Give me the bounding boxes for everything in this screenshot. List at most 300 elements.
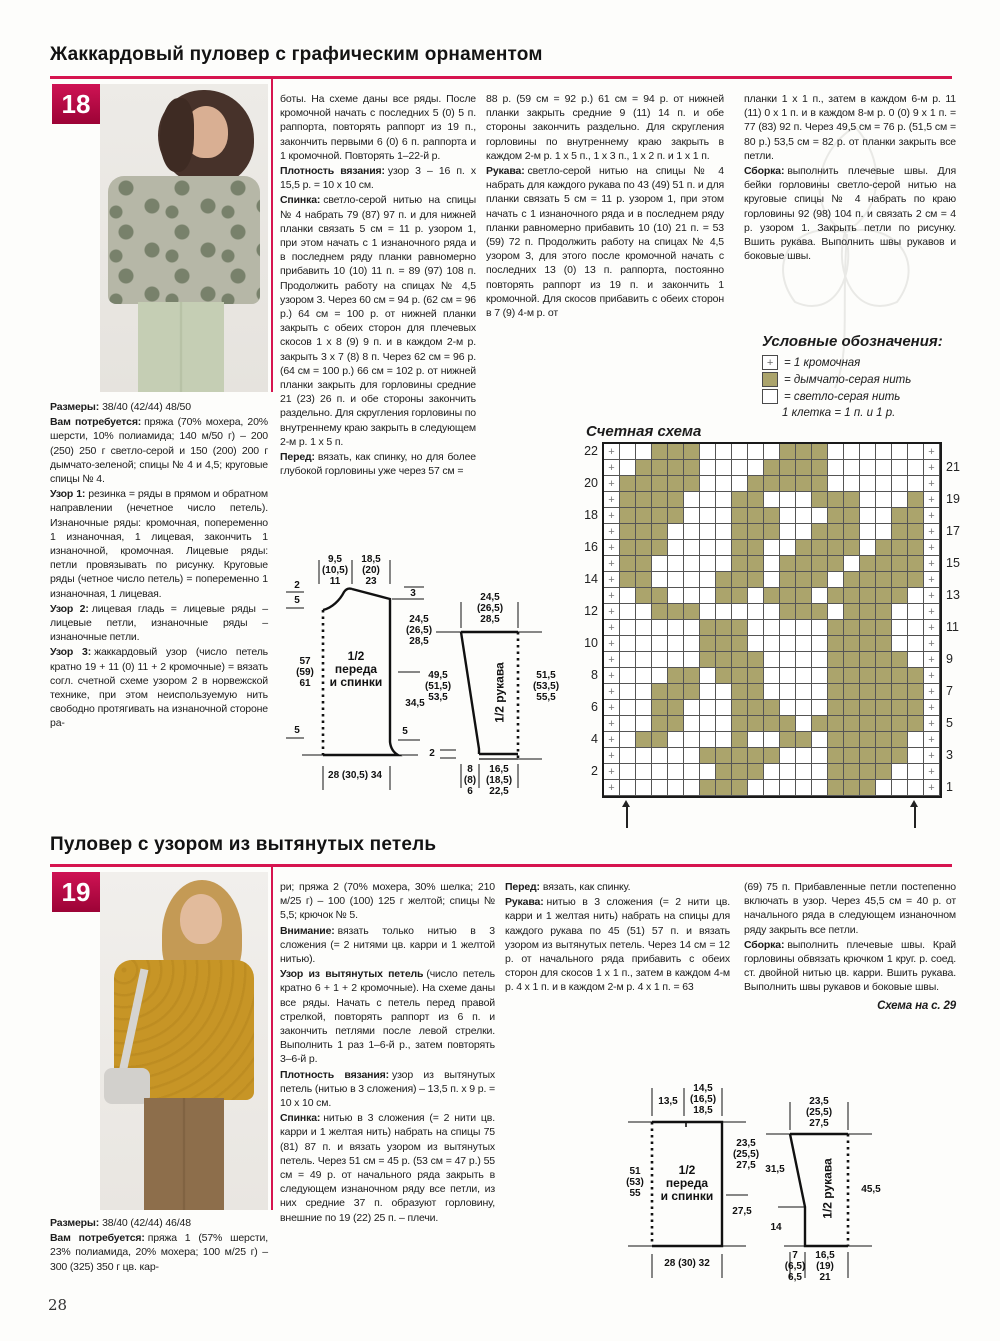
chart-cell: [796, 636, 812, 652]
measure-label: 34,5: [405, 698, 425, 709]
chart-cell: [828, 492, 844, 508]
chart-cell: [652, 636, 668, 652]
chart-cell: [828, 508, 844, 524]
chart-cell: [812, 460, 828, 476]
chart-cell: [732, 524, 748, 540]
paragraph: Узор из вытянутых петель (число петель кратно 6 + 1 + 2 кромочные). На схеме даны все ряды. Начать с петель перед правой стрелкой, повторять раппорт из 6 п. и закончить петлями после левой стрелки. Выполнить 1 раз 1–6-й р., затем повторять 3–6-й р.: [280, 968, 495, 1066]
chart-cell: [780, 716, 796, 732]
chart-title: Счетная схема: [586, 423, 702, 440]
chart-cell: [812, 764, 828, 780]
chart-cell: [780, 668, 796, 684]
chart-cell: [684, 524, 700, 540]
measure-label: 49,5 (51,5) 53,5: [424, 670, 452, 703]
chart-cell: [844, 620, 860, 636]
chart-cell: [812, 652, 828, 668]
chart-cell: [780, 652, 796, 668]
section18-photo-divider: [271, 79, 273, 392]
chart-cell: [828, 652, 844, 668]
measure-label: 8 (8) 6: [463, 764, 477, 797]
chart-cell: [828, 572, 844, 588]
chart-cell: [796, 604, 812, 620]
edge-stitch-cell: +: [604, 636, 620, 652]
measure-label: 24,5 (26,5) 28,5: [405, 614, 433, 647]
chart-cell: [732, 604, 748, 620]
paragraph: ри; пряжа 2 (70% мохера, 30% шелка; 210 м/25 г) – 100 (100) 125 г желтой; спицы № 5,5; крючок № 5.: [280, 881, 495, 922]
chart-cell: [764, 652, 780, 668]
measure-label: 3: [410, 588, 416, 599]
chart-cell: [748, 604, 764, 620]
chart-cell: [860, 684, 876, 700]
chart-row-number: 3: [946, 748, 953, 762]
chart-cell: [732, 476, 748, 492]
chart-cell: [844, 652, 860, 668]
chart-cell: [748, 508, 764, 524]
chart-cell: [876, 604, 892, 620]
chart-cell: [684, 652, 700, 668]
edge-stitch-cell: +: [924, 716, 940, 732]
chart-cell: [844, 492, 860, 508]
chart-cell: [780, 444, 796, 460]
piece-label: 1/2 переда и спинки: [660, 1163, 714, 1203]
measure-label: 51,5 (53,5) 55,5: [532, 670, 560, 703]
chart-cell: [684, 668, 700, 684]
chart-cell: [812, 716, 828, 732]
chart-cell: [700, 492, 716, 508]
chart-cell: [652, 716, 668, 732]
chart-cell: [844, 700, 860, 716]
chart-cell: [652, 524, 668, 540]
edge-stitch-cell: +: [604, 620, 620, 636]
paragraph: Рукава: нитью в 3 сложения (= 2 нити цв. карри и 1 желтая нить) набрать на спицы для каждого рукава по 45 (51) 57 п. и вязать узором из вытянутых петель. Через 14 см = 12 р. от начального ряда прибавить с обеих сторон для скосов 1 х 1 п., затем в каждом 4-м р. 4 х 1 п. и в каждом 2-м р. 4 х 1 п. = 63: [505, 896, 730, 994]
chart-cell: [844, 508, 860, 524]
edge-stitch-cell: +: [604, 780, 620, 796]
measure-label: 23,5 (25,5) 27,5: [732, 1138, 760, 1171]
chart-cell: [668, 444, 684, 460]
chart-cell: [716, 572, 732, 588]
chart-cell: [780, 540, 796, 556]
chart-cell: [812, 780, 828, 796]
chart-cell: [876, 716, 892, 732]
section19-column4: [744, 880, 956, 1014]
chart-cell: [620, 684, 636, 700]
chart-cell: [812, 540, 828, 556]
paragraph: Сборка: выполнить плечевые швы. Край горловины обвязать крючком 1 круг. р. соед. ст. двойной нитью цв. карри. Вшить рукава. Выполнить швы рукавов и боковые швы.: [744, 938, 956, 994]
chart-cell: [780, 748, 796, 764]
chart-cell: [636, 492, 652, 508]
edge-stitch-cell: +: [924, 524, 940, 540]
chart-cell: [684, 716, 700, 732]
chart-cell: [860, 780, 876, 796]
chart-cell: [684, 636, 700, 652]
chart-cell: [684, 508, 700, 524]
chart-cell: [844, 524, 860, 540]
chart-cell: [908, 476, 924, 492]
chart-cell: [860, 572, 876, 588]
chart-row-number: 16: [584, 540, 598, 554]
chart-cell: [844, 604, 860, 620]
chart-cell: [668, 748, 684, 764]
chart-cell: [908, 540, 924, 556]
chart-cell: [908, 748, 924, 764]
chart-cell: [764, 476, 780, 492]
edge-stitch-cell: +: [604, 732, 620, 748]
chart-cell: [716, 636, 732, 652]
chart-cell: [700, 684, 716, 700]
chart-cell: [828, 732, 844, 748]
chart-cell: [860, 700, 876, 716]
edge-stitch-cell: +: [604, 444, 620, 460]
chart-cell: [908, 684, 924, 700]
chart-cell: [796, 444, 812, 460]
chart-cell: [780, 588, 796, 604]
chart-cell: [908, 588, 924, 604]
chart-cell: [748, 732, 764, 748]
chart-cell: [732, 460, 748, 476]
chart-cell: [764, 668, 780, 684]
chart-cell: [716, 556, 732, 572]
chart-cell: [684, 444, 700, 460]
chart-cell: [764, 780, 780, 796]
chart-cell: [636, 604, 652, 620]
chart-cell: [652, 620, 668, 636]
chart-cell: [668, 668, 684, 684]
chart-cell: [668, 604, 684, 620]
edge-stitch-cell: +: [924, 700, 940, 716]
chart-cell: [636, 556, 652, 572]
chart-cell: [684, 604, 700, 620]
edge-stitch-cell: +: [604, 588, 620, 604]
measure-label: 57 (59) 61: [296, 656, 314, 689]
chart-cell: [796, 716, 812, 732]
measure-label: 27,5: [732, 1206, 752, 1217]
chart-cell: [684, 780, 700, 796]
chart-cell: [812, 524, 828, 540]
chart-cell: [748, 524, 764, 540]
chart-cell: [748, 636, 764, 652]
chart-cell: [780, 780, 796, 796]
chart-cell: [908, 604, 924, 620]
chart-row-number: 11: [946, 620, 959, 634]
chart-cell: [684, 764, 700, 780]
chart-cell: [620, 508, 636, 524]
chart-cell: [636, 716, 652, 732]
chart-cell: [908, 764, 924, 780]
chart-cell: [668, 508, 684, 524]
chart-cell: [844, 764, 860, 780]
chart-cell: [716, 620, 732, 636]
section19-materials-column: [50, 1216, 268, 1275]
chart-cell: [796, 556, 812, 572]
chart-cell: [908, 460, 924, 476]
chart-cell: [700, 572, 716, 588]
chart-cell: [700, 620, 716, 636]
chart-cell: [700, 764, 716, 780]
chart-cell: [764, 460, 780, 476]
chart-cell: [620, 668, 636, 684]
chart-cell: [892, 508, 908, 524]
chart-cell: [860, 604, 876, 620]
chart-cell: [812, 492, 828, 508]
chart-cell: [876, 700, 892, 716]
chart-cell: [636, 764, 652, 780]
edge-stitch-cell: +: [604, 604, 620, 620]
chart-cell: [908, 716, 924, 732]
chart-cell: [764, 572, 780, 588]
chart-cell: [764, 764, 780, 780]
paragraph: Вам потребуется: пряжа (70% мохера, 20% шерсти, 10% полиамида; 140 м/50 г) – 200 (250) 250 г светло-серой и 150 (200) 200 г дымчато-зеленой; спицы № 4 и 4,5; круговые спицы № 4.: [50, 416, 268, 486]
chart-cell: [812, 620, 828, 636]
chart-cell: [812, 700, 828, 716]
measure-label: 5: [294, 595, 300, 606]
chart-cell: [684, 556, 700, 572]
section18-column4: [744, 92, 956, 264]
chart-cell: [780, 556, 796, 572]
edge-stitch-cell: +: [604, 460, 620, 476]
measure-label: 5: [402, 726, 408, 737]
chart-cell: [812, 572, 828, 588]
chart-cell: [764, 732, 780, 748]
chart-cell: [796, 540, 812, 556]
chart-cell: [620, 636, 636, 652]
chart-cell: [716, 460, 732, 476]
chart-cell: [732, 572, 748, 588]
chart-cell: [844, 748, 860, 764]
chart-cell: [908, 668, 924, 684]
chart-cell: [892, 700, 908, 716]
chart-cell: [700, 444, 716, 460]
chart-row-number: 13: [946, 588, 960, 602]
chart-cell: [620, 524, 636, 540]
edge-stitch-cell: +: [924, 620, 940, 636]
chart-cell: [620, 572, 636, 588]
chart-cell: [748, 780, 764, 796]
chart-cell: [812, 668, 828, 684]
chart-cell: [652, 780, 668, 796]
legend-note: 1 клетка = 1 п. и 1 р.: [782, 407, 896, 419]
chart-cell: [668, 684, 684, 700]
chart-cell: [828, 780, 844, 796]
chart-cell: [844, 556, 860, 572]
chart-cell: [748, 540, 764, 556]
chart-cell: [844, 732, 860, 748]
chart-cell: [668, 780, 684, 796]
schematic-18: [278, 552, 570, 804]
schematic-19: [600, 1082, 902, 1292]
chart-cell: [620, 780, 636, 796]
chart-cell: [716, 540, 732, 556]
chart-cell: [780, 508, 796, 524]
chart-cell: [892, 652, 908, 668]
chart-cell: [828, 604, 844, 620]
chart-cell: [796, 684, 812, 700]
chart-cell: [716, 476, 732, 492]
chart-cell: [828, 700, 844, 716]
chart-cell: [716, 732, 732, 748]
chart-cell: [748, 476, 764, 492]
chart-cell: [892, 460, 908, 476]
chart-cell: [876, 540, 892, 556]
chart-cell: [652, 492, 668, 508]
chart-cell: [876, 668, 892, 684]
chart-cell: [636, 524, 652, 540]
chart-cell: [828, 620, 844, 636]
chart-cell: [860, 652, 876, 668]
chart-cell: [636, 748, 652, 764]
chart-cell: [764, 540, 780, 556]
chart-cell: [620, 716, 636, 732]
paragraph: Плотность вязания: узор 3 – 16 п. х 15,5 р. = 10 х 10 см.: [280, 165, 476, 192]
chart-cell: [716, 716, 732, 732]
chart-cell: [892, 732, 908, 748]
chart-cell: [796, 620, 812, 636]
chart-cell: [652, 508, 668, 524]
chart-cell: [844, 444, 860, 460]
chart-row-number: 15: [946, 556, 960, 570]
chart-cell: [812, 732, 828, 748]
chart-cell: [748, 748, 764, 764]
edge-stitch-cell: +: [604, 764, 620, 780]
chart-cell: [908, 524, 924, 540]
chart-cell: [716, 604, 732, 620]
see-chart-note: Схема на с. 29: [877, 999, 956, 1012]
chart-cell: [860, 540, 876, 556]
section19-rule: [50, 864, 952, 867]
chart-cell: [796, 508, 812, 524]
chart-cell: [748, 700, 764, 716]
chart-cell: [668, 492, 684, 508]
edge-stitch-cell: +: [924, 476, 940, 492]
paragraph: Узор 3: жаккардовый узор (число петель кратно 19 + 11 (0) 11 + 2 кромочные) = вязать согл. счетной схеме узором 2 в норвежской технике, при этом неиспользуемую нить свободно протягивать на изнаночной стороне ра-: [50, 646, 268, 730]
chart-cell: [876, 460, 892, 476]
chart-cell: [620, 652, 636, 668]
paragraph: Спинка: светло-серой нитью на спицы № 4 набрать 79 (87) 97 п. и для нижней планки связать 5 см = 11 р. узором 1, при этом начать с 1 изнаночного ряда и в последнем ряду планки равномерно прибавить 10 (10) 11 п. = 89 (97) 108 п. Продолжить работу на спицах № 4,5 узором 3. Через 60 см = 94 р. (62 см = 96 р.) 64 см = 100 р. от нижней планки закрыть с обеих сторон для плечевых скосов 1 х 8 (9) 9 п. и в каждом 2-м р. закрыть 3 х 7 (8) 8 п. Через 62 см = 96 р. (64 см = 100 р.) 66 см = 102 р. от нижней планки закрыть для горловины средние 21 (23) 26 п. и обе стороны закончить раздельно. Для скругления горловины по внутреннему краю закрыть в следующем 2-м р. 1 х 5 п.: [280, 194, 476, 448]
chart-cell: [844, 668, 860, 684]
chart-cell: [892, 636, 908, 652]
edge-stitch-cell: +: [924, 508, 940, 524]
chart-cell: [636, 684, 652, 700]
edge-stitch-cell: +: [604, 540, 620, 556]
section19-column3: [505, 880, 730, 996]
chart-cell: [700, 748, 716, 764]
chart-cell: [796, 492, 812, 508]
chart-cell: [732, 668, 748, 684]
chart-cell: [860, 556, 876, 572]
chart-cell: [684, 572, 700, 588]
chart-cell: [828, 716, 844, 732]
chart-cell: [764, 444, 780, 460]
chart-cell: [748, 716, 764, 732]
section18-badge: 18: [52, 84, 100, 124]
chart-cell: [844, 780, 860, 796]
chart-cell: [636, 780, 652, 796]
chart-row-number: 18: [584, 508, 598, 522]
chart-cell: [732, 540, 748, 556]
chart-cell: [700, 604, 716, 620]
chart-cell: [892, 748, 908, 764]
chart-cell: [860, 668, 876, 684]
edge-stitch-cell: +: [604, 476, 620, 492]
chart-cell: [796, 460, 812, 476]
chart-cell: [812, 604, 828, 620]
chart-cell: [876, 652, 892, 668]
chart-cell: [828, 524, 844, 540]
chart-row-number: 21: [946, 460, 960, 474]
chart-cell: [780, 460, 796, 476]
chart-cell: [636, 732, 652, 748]
chart-cell: [684, 460, 700, 476]
chart-cell: [764, 524, 780, 540]
edge-stitch-cell: +: [604, 508, 620, 524]
chart-cell: [844, 684, 860, 700]
chart-cell: [860, 748, 876, 764]
section19-badge: 19: [52, 872, 100, 912]
section18-column2: [280, 92, 476, 479]
page-number: 28: [48, 1296, 68, 1314]
chart-cell: [700, 476, 716, 492]
light-grey-swatch-icon: [762, 389, 778, 404]
chart-cell: [732, 764, 748, 780]
chart-row-number: 14: [584, 572, 598, 586]
chart-cell: [812, 748, 828, 764]
chart-cell: [828, 636, 844, 652]
chart-cell: [652, 684, 668, 700]
chart-cell: [668, 636, 684, 652]
chart-cell: [828, 476, 844, 492]
chart-cell: [812, 636, 828, 652]
chart-cell: [828, 460, 844, 476]
measure-label: 45,5: [861, 1184, 881, 1195]
legend-item-label: = светло-серая нить: [784, 390, 901, 403]
chart-cell: [620, 700, 636, 716]
paragraph: Узор 2: лицевая гладь = лицевые ряды – лицевые петли, изнаночные ряды – изнаночные петли.: [50, 602, 268, 644]
chart-cell: [844, 460, 860, 476]
chart-cell: [716, 508, 732, 524]
chart-cell: [796, 668, 812, 684]
pants: [138, 302, 224, 392]
chart-cell: [700, 540, 716, 556]
chart-cell: [908, 508, 924, 524]
section18-column3: [486, 92, 724, 321]
chart-cell: [716, 700, 732, 716]
paragraph: (69) 75 п. Прибавленные петли постепенно включать в узор. Через 45,5 см = 40 р. от начального ряда в следующем изнаночном ряду закрыть все петли.: [744, 881, 956, 936]
chart-cell: [700, 508, 716, 524]
chart-cell: [732, 444, 748, 460]
chart-cell: [636, 620, 652, 636]
chart-cell: [748, 684, 764, 700]
chart-cell: [828, 588, 844, 604]
chart-cell: [892, 620, 908, 636]
chart-cell: [732, 508, 748, 524]
chart-cell: [636, 652, 652, 668]
chart-cell: [652, 588, 668, 604]
chart-cell: [796, 732, 812, 748]
chart-cell: [748, 572, 764, 588]
chart-cell: [860, 588, 876, 604]
chart-cell: [668, 700, 684, 716]
chart-cell: [812, 444, 828, 460]
chart-cell: [700, 652, 716, 668]
chart-cell: [684, 748, 700, 764]
chart-cell: [636, 508, 652, 524]
edge-stitch-cell: +: [924, 668, 940, 684]
chart-cell: [652, 540, 668, 556]
chart-cell: [908, 444, 924, 460]
chart-cell: [620, 492, 636, 508]
chart-cell: [748, 764, 764, 780]
chart-cell: [652, 652, 668, 668]
section19-column2: [280, 880, 495, 1226]
chart-cell: [860, 524, 876, 540]
